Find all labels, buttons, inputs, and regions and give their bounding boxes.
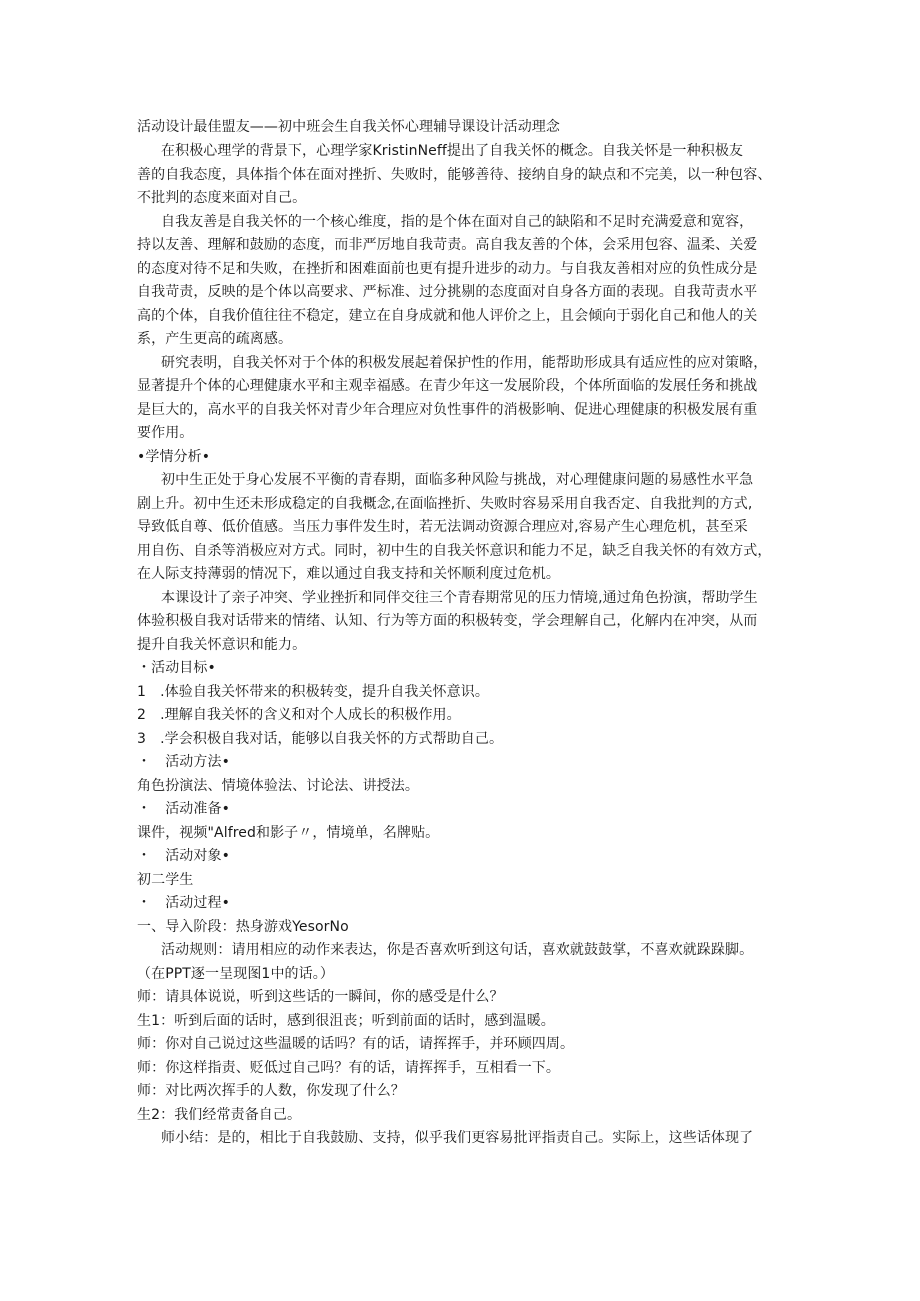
text-line: 师小结：是的，相比于自我鼓励、支持，似乎我们更容易批评指责自己。实际上，这些话体现了 bbox=[161, 1130, 754, 1146]
text-line: 体验积极自我对话带来的情绪、认知、行为等方面的积极转变，学会理解自己，化解内在冲突，从而 bbox=[137, 613, 758, 629]
text-line: 提升自我关怀意识和能力。 bbox=[137, 636, 307, 653]
text-line: 善的自我态度，具体指个体在面对挫折、失败时，能够善待、接纳自身的缺点和不完美，以一种包容、 bbox=[137, 166, 772, 183]
text-line: •学情分析• bbox=[137, 448, 211, 465]
text-line: 在人际支持薄弱的情况下，难以通过自我支持和关怀顺利度过危机。 bbox=[137, 566, 560, 582]
text-line: 自我友善是自我关怀的一个核心维度，指的是个体在面对自己的缺陷和不足时充满爱意和宽容， bbox=[161, 213, 754, 230]
text-line: 3 .学会积极自我对话，能够以自我关怀的方式帮助自己。 bbox=[137, 730, 504, 747]
text-line: 2 .理解自我关怀的含义和对个人成长的积极作用。 bbox=[137, 707, 461, 723]
text-line: 师：请具体说说，听到这些话的一瞬间，你的感受是什么？ bbox=[137, 989, 504, 1005]
text-line: 一、导入阶段：热身游戏YesorNo bbox=[137, 918, 349, 935]
text-line: ・ 活动准备• bbox=[137, 801, 230, 817]
text-line: 高的个体，自我价值往往不稳定，建立在自身成就和他人评价之上，且会倾向于弱化自己和他人的关 bbox=[137, 307, 758, 324]
document-body bbox=[137, 140, 797, 1151]
text-line: 课件，视频"Alfred和影子〃，情境单，名牌贴。 bbox=[137, 824, 440, 841]
text-line: 用自伤、自杀等消极应对方式。同时，初中生的自我关怀意识和能力不足，缺乏自我关怀的有效方式， bbox=[137, 542, 772, 559]
text-line: 在积极心理学的背景下，心理学家KristinNeff提出了自我关怀的概念。自我关怀是一种积极友 bbox=[161, 143, 744, 159]
text-line: 本课设计了亲子冲突、学业挫折和同伴交往三个青春期常见的压力情境,通过角色扮演，帮助学生 bbox=[161, 589, 758, 606]
text-line: 生1：听到后面的话时，感到很沮丧；听到前面的话时，感到温暖。 bbox=[137, 1012, 555, 1029]
text-line: 显著提升个体的心理健康水平和主观幸福感。在青少年这一发展阶段，个体所面临的发展任务和挑战 bbox=[137, 378, 758, 394]
text-line: 剧上升。初中生还未形成稳定的自我概念,在面临挫折、失败时容易采用自我否定、自我批判的方式, bbox=[137, 495, 753, 512]
text-line: 不批判的态度来面对自己。 bbox=[137, 190, 307, 206]
text-line: 导致低自尊、低价值感。当压力事件发生时，若无法调动资源合理应对,容易产生心理危机，甚至采 bbox=[137, 519, 748, 535]
text-line: 师：对比两次挥手的人数，你发现了什么？ bbox=[137, 1083, 405, 1099]
document-title: 活动设计最佳盟友——初中班会生自我关怀心理辅导课设计活动理念 bbox=[137, 119, 560, 135]
text-line: 自我苛责，反映的是个体以高要求、严标准、过分挑剔的态度面对自身各方面的表现。自我苛责水平 bbox=[137, 284, 758, 300]
text-line: 研究表明，自我关怀对于个体的积极发展起着保护性的作用，能帮助形成具有适应性的应对策略， bbox=[161, 354, 768, 371]
text-line: 持以友善、理解和鼓励的态度，而非严厉地自我苛责。高自我友善的个体，会采用包容、温柔、关爱 bbox=[137, 237, 758, 253]
text-line: 生2：我们经常责备自己。 bbox=[137, 1106, 302, 1123]
text-line: ・ 活动对象• bbox=[137, 848, 230, 864]
document-page bbox=[137, 115, 797, 1151]
text-line: 师：你这样指责、贬低过自己吗？有的话，请挥挥手，互相看一下。 bbox=[137, 1059, 560, 1076]
text-line: 要作用。 bbox=[137, 425, 194, 441]
text-line: 初二学生 bbox=[137, 871, 194, 888]
text-line: ・活动目标• bbox=[137, 660, 216, 676]
text-line: 是巨大的，高水平的自我关怀对青少年合理应对负性事件的消极影响、促进心理健康的积极发展有重 bbox=[137, 401, 758, 418]
text-line: 活动规则：请用相应的动作来表达，你是否喜欢听到这句话，喜欢就鼓鼓掌，不喜欢就跺跺脚。 bbox=[161, 942, 754, 958]
text-line: ・ 活动过程• bbox=[137, 895, 230, 911]
text-line: 初中生正处于身心发展不平衡的青春期，面临多种风险与挑战，对心理健康问题的易感性水平急 bbox=[161, 472, 754, 488]
text-line: ・ 活动方法• bbox=[137, 754, 230, 770]
text-line: （在PPT逐一呈现图1中的话。） bbox=[137, 965, 334, 982]
text-line: 角色扮演法、情境体验法、讨论法、讲授法。 bbox=[137, 777, 419, 794]
text-line: 系，产生更高的疏离感。 bbox=[137, 331, 293, 347]
text-line: 的态度对待不足和失败，在挫折和困难面前也更有提升进步的动力。与自我友善相对应的负性成分是 bbox=[137, 260, 758, 277]
text-line: 师：你对自己说过这些温暖的话吗？有的话，请挥挥手，并环顾四周。 bbox=[137, 1036, 575, 1052]
text-line: 1 .体验自我关怀带来的积极转变，提升自我关怀意识。 bbox=[137, 683, 489, 700]
